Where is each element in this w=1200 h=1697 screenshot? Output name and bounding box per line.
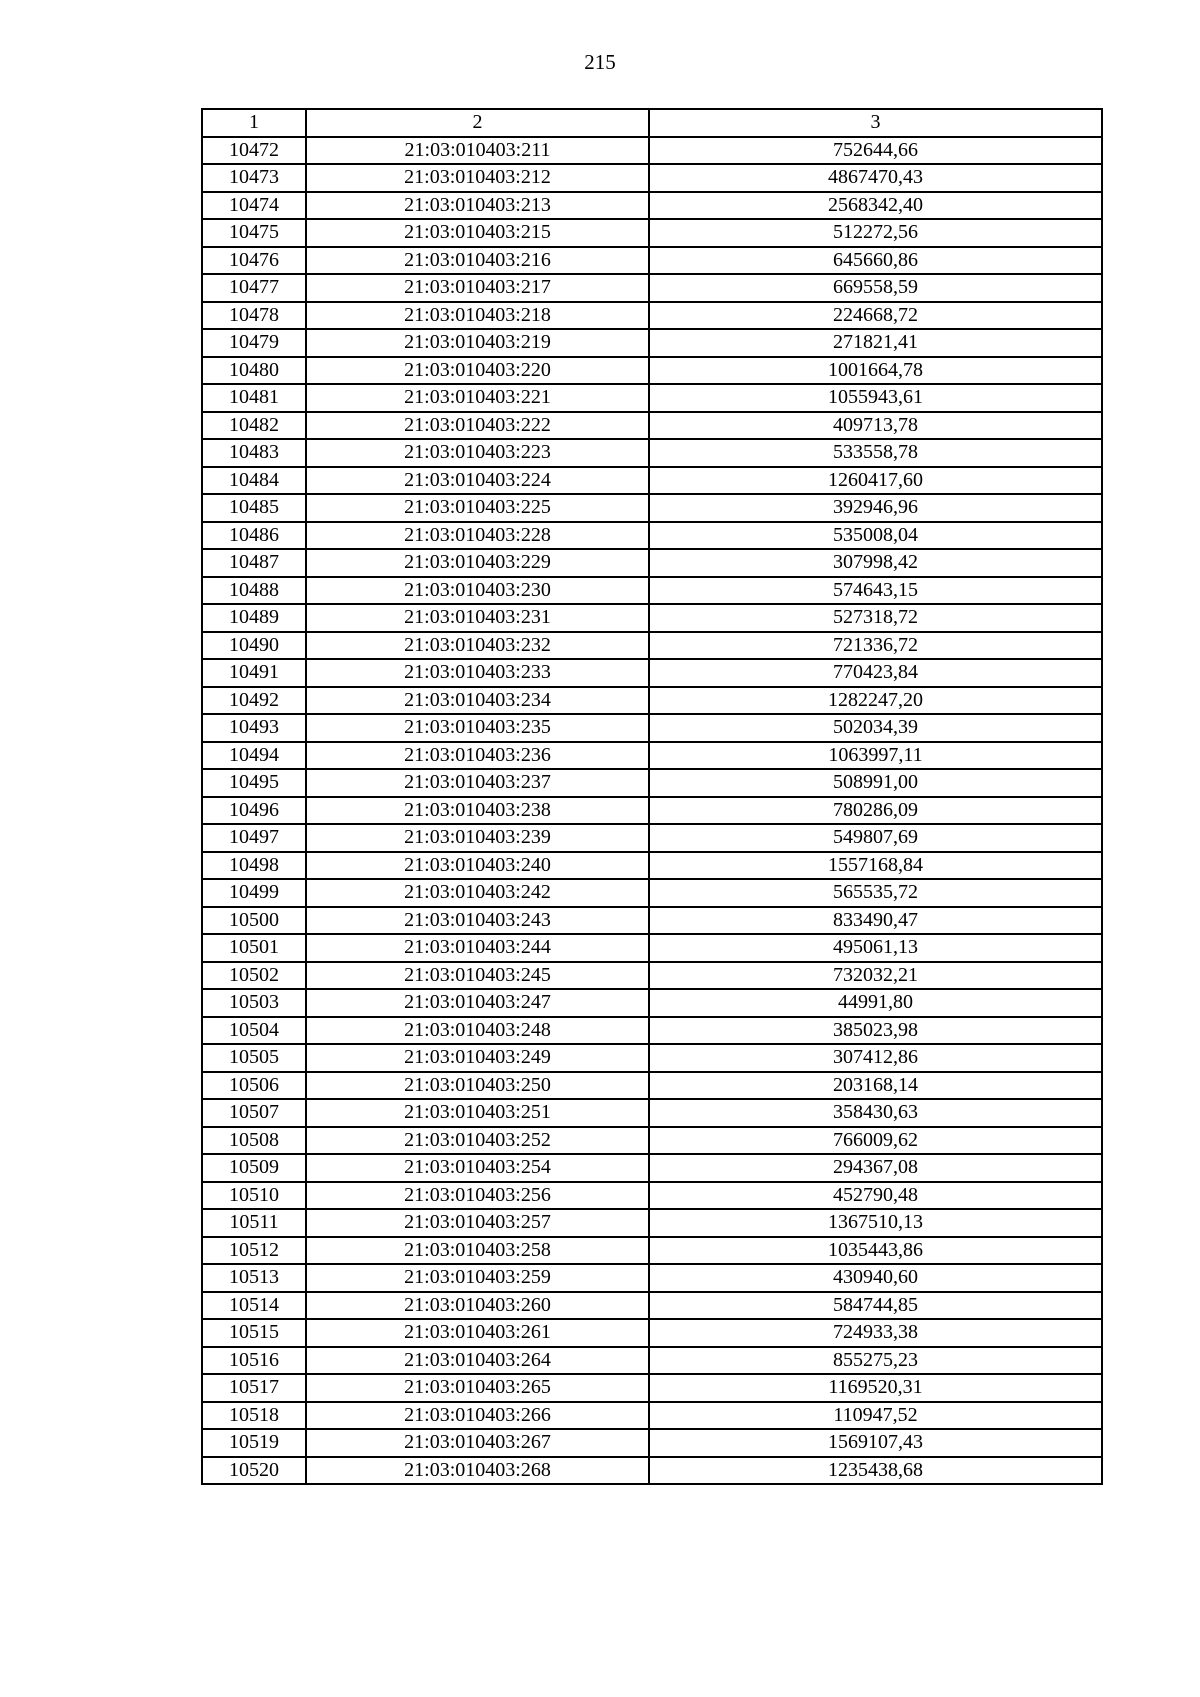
value-cell: 512272,56: [649, 219, 1102, 247]
table-row: [202, 1017, 1102, 1045]
value-cell: 855275,23: [649, 1347, 1102, 1375]
row-number-cell: 10477: [202, 274, 306, 302]
cadastral-number-cell: 21:03:010403:254: [306, 1154, 649, 1182]
table-row: [202, 412, 1102, 440]
value-cell: 1035443,86: [649, 1237, 1102, 1265]
row-number-cell: 10503: [202, 989, 306, 1017]
table-row: [202, 769, 1102, 797]
row-number-cell: 10508: [202, 1127, 306, 1155]
table-row: [202, 1182, 1102, 1210]
row-number-cell: 10475: [202, 219, 306, 247]
table-row: [202, 1402, 1102, 1430]
row-number-cell: 10488: [202, 577, 306, 605]
value-cell: 307412,86: [649, 1044, 1102, 1072]
row-number-cell: 10481: [202, 384, 306, 412]
value-cell: 565535,72: [649, 879, 1102, 907]
cadastral-number-cell: 21:03:010403:213: [306, 192, 649, 220]
cadastral-number-cell: 21:03:010403:244: [306, 934, 649, 962]
table-row: [202, 577, 1102, 605]
value-cell: 508991,00: [649, 769, 1102, 797]
cadastral-number-cell: 21:03:010403:250: [306, 1072, 649, 1100]
value-cell: 452790,48: [649, 1182, 1102, 1210]
cadastral-number-cell: 21:03:010403:266: [306, 1402, 649, 1430]
value-cell: 1367510,13: [649, 1209, 1102, 1237]
table-row: [202, 989, 1102, 1017]
value-cell: 527318,72: [649, 604, 1102, 632]
table-row: [202, 1264, 1102, 1292]
cadastral-number-cell: 21:03:010403:225: [306, 494, 649, 522]
row-number-cell: 10489: [202, 604, 306, 632]
value-cell: 1055943,61: [649, 384, 1102, 412]
table-row: [202, 1347, 1102, 1375]
column-header-3: 3: [649, 109, 1102, 137]
table-row: [202, 1457, 1102, 1485]
table-row: [202, 1072, 1102, 1100]
cadastral-number-cell: 21:03:010403:249: [306, 1044, 649, 1072]
value-cell: 645660,86: [649, 247, 1102, 275]
table-row: [202, 1237, 1102, 1265]
table-row: [202, 522, 1102, 550]
table-row: [202, 302, 1102, 330]
row-number-cell: 10485: [202, 494, 306, 522]
row-number-cell: 10476: [202, 247, 306, 275]
row-number-cell: 10483: [202, 439, 306, 467]
value-cell: 1282247,20: [649, 687, 1102, 715]
table-row: [202, 1154, 1102, 1182]
value-cell: 1569107,43: [649, 1429, 1102, 1457]
table-row: [202, 384, 1102, 412]
cadastral-number-cell: 21:03:010403:228: [306, 522, 649, 550]
value-cell: 1260417,60: [649, 467, 1102, 495]
row-number-cell: 10512: [202, 1237, 306, 1265]
table-row: [202, 1319, 1102, 1347]
value-cell: 533558,78: [649, 439, 1102, 467]
table-row: [202, 934, 1102, 962]
row-number-cell: 10490: [202, 632, 306, 660]
table-row: [202, 852, 1102, 880]
cadastral-number-cell: 21:03:010403:233: [306, 659, 649, 687]
value-cell: 2568342,40: [649, 192, 1102, 220]
cadastral-number-cell: 21:03:010403:256: [306, 1182, 649, 1210]
value-cell: 502034,39: [649, 714, 1102, 742]
row-number-cell: 10473: [202, 164, 306, 192]
row-number-cell: 10514: [202, 1292, 306, 1320]
table-row: [202, 962, 1102, 990]
value-cell: 584744,85: [649, 1292, 1102, 1320]
table-row: [202, 137, 1102, 165]
cadastral-number-cell: 21:03:010403:212: [306, 164, 649, 192]
row-number-cell: 10479: [202, 329, 306, 357]
cadastral-number-cell: 21:03:010403:252: [306, 1127, 649, 1155]
table-row: [202, 1292, 1102, 1320]
column-header-1: 1: [202, 109, 306, 137]
row-number-cell: 10513: [202, 1264, 306, 1292]
row-number-cell: 10499: [202, 879, 306, 907]
row-number-cell: 10501: [202, 934, 306, 962]
table-row: [202, 549, 1102, 577]
cadastral-number-cell: 21:03:010403:245: [306, 962, 649, 990]
value-cell: 307998,42: [649, 549, 1102, 577]
row-number-cell: 10515: [202, 1319, 306, 1347]
cadastral-number-cell: 21:03:010403:224: [306, 467, 649, 495]
row-number-cell: 10516: [202, 1347, 306, 1375]
value-cell: 4867470,43: [649, 164, 1102, 192]
table-row: [202, 357, 1102, 385]
table-row: [202, 659, 1102, 687]
row-number-cell: 10519: [202, 1429, 306, 1457]
cadastral-number-cell: 21:03:010403:268: [306, 1457, 649, 1485]
row-number-cell: 10520: [202, 1457, 306, 1485]
cadastral-number-cell: 21:03:010403:248: [306, 1017, 649, 1045]
row-number-cell: 10493: [202, 714, 306, 742]
value-cell: 358430,63: [649, 1099, 1102, 1127]
cadastral-number-cell: 21:03:010403:258: [306, 1237, 649, 1265]
cadastral-number-cell: 21:03:010403:222: [306, 412, 649, 440]
value-cell: 669558,59: [649, 274, 1102, 302]
value-cell: 271821,41: [649, 329, 1102, 357]
table-row: [202, 219, 1102, 247]
row-number-cell: 10504: [202, 1017, 306, 1045]
value-cell: 495061,13: [649, 934, 1102, 962]
data-table: [201, 108, 1103, 1485]
table-row: [202, 274, 1102, 302]
cadastral-number-cell: 21:03:010403:221: [306, 384, 649, 412]
row-number-cell: 10494: [202, 742, 306, 770]
cadastral-number-cell: 21:03:010403:242: [306, 879, 649, 907]
row-number-cell: 10509: [202, 1154, 306, 1182]
row-number-cell: 10492: [202, 687, 306, 715]
row-number-cell: 10517: [202, 1374, 306, 1402]
cadastral-number-cell: 21:03:010403:220: [306, 357, 649, 385]
value-cell: 780286,09: [649, 797, 1102, 825]
cadastral-number-cell: 21:03:010403:239: [306, 824, 649, 852]
row-number-cell: 10491: [202, 659, 306, 687]
table-row: [202, 1374, 1102, 1402]
cadastral-number-cell: 21:03:010403:217: [306, 274, 649, 302]
row-number-cell: 10480: [202, 357, 306, 385]
table-row: [202, 604, 1102, 632]
cadastral-number-cell: 21:03:010403:257: [306, 1209, 649, 1237]
value-cell: 392946,96: [649, 494, 1102, 522]
value-cell: 294367,08: [649, 1154, 1102, 1182]
table-header-row: [202, 109, 1102, 137]
cadastral-number-cell: 21:03:010403:240: [306, 852, 649, 880]
cadastral-number-cell: 21:03:010403:261: [306, 1319, 649, 1347]
cadastral-number-cell: 21:03:010403:216: [306, 247, 649, 275]
value-cell: 1063997,11: [649, 742, 1102, 770]
cadastral-number-cell: 21:03:010403:235: [306, 714, 649, 742]
cadastral-number-cell: 21:03:010403:218: [306, 302, 649, 330]
row-number-cell: 10496: [202, 797, 306, 825]
cadastral-number-cell: 21:03:010403:265: [306, 1374, 649, 1402]
row-number-cell: 10486: [202, 522, 306, 550]
row-number-cell: 10478: [202, 302, 306, 330]
cadastral-number-cell: 21:03:010403:234: [306, 687, 649, 715]
value-cell: 721336,72: [649, 632, 1102, 660]
cadastral-number-cell: 21:03:010403:236: [306, 742, 649, 770]
table-row: [202, 467, 1102, 495]
cadastral-number-cell: 21:03:010403:231: [306, 604, 649, 632]
cadastral-number-cell: 21:03:010403:219: [306, 329, 649, 357]
cadastral-number-cell: 21:03:010403:211: [306, 137, 649, 165]
row-number-cell: 10505: [202, 1044, 306, 1072]
table-row: [202, 1209, 1102, 1237]
value-cell: 549807,69: [649, 824, 1102, 852]
cadastral-number-cell: 21:03:010403:264: [306, 1347, 649, 1375]
row-number-cell: 10484: [202, 467, 306, 495]
cadastral-number-cell: 21:03:010403:229: [306, 549, 649, 577]
cadastral-number-cell: 21:03:010403:237: [306, 769, 649, 797]
row-number-cell: 10495: [202, 769, 306, 797]
cadastral-number-cell: 21:03:010403:238: [306, 797, 649, 825]
row-number-cell: 10510: [202, 1182, 306, 1210]
cadastral-number-cell: 21:03:010403:230: [306, 577, 649, 605]
value-cell: 44991,80: [649, 989, 1102, 1017]
row-number-cell: 10506: [202, 1072, 306, 1100]
value-cell: 770423,84: [649, 659, 1102, 687]
row-number-cell: 10507: [202, 1099, 306, 1127]
cadastral-number-cell: 21:03:010403:215: [306, 219, 649, 247]
value-cell: 1169520,31: [649, 1374, 1102, 1402]
table-row: [202, 879, 1102, 907]
value-cell: 833490,47: [649, 907, 1102, 935]
table-row: [202, 192, 1102, 220]
table-row: [202, 329, 1102, 357]
table-row: [202, 714, 1102, 742]
cadastral-number-cell: 21:03:010403:259: [306, 1264, 649, 1292]
table-row: [202, 824, 1102, 852]
table-row: [202, 1127, 1102, 1155]
row-number-cell: 10502: [202, 962, 306, 990]
value-cell: 385023,98: [649, 1017, 1102, 1045]
row-number-cell: 10518: [202, 1402, 306, 1430]
cadastral-number-cell: 21:03:010403:267: [306, 1429, 649, 1457]
row-number-cell: 10500: [202, 907, 306, 935]
table-body: [202, 137, 1102, 1485]
value-cell: 574643,15: [649, 577, 1102, 605]
value-cell: 224668,72: [649, 302, 1102, 330]
value-cell: 724933,38: [649, 1319, 1102, 1347]
value-cell: 1001664,78: [649, 357, 1102, 385]
row-number-cell: 10482: [202, 412, 306, 440]
table-row: [202, 494, 1102, 522]
cadastral-number-cell: 21:03:010403:243: [306, 907, 649, 935]
table-row: [202, 164, 1102, 192]
table-row: [202, 1044, 1102, 1072]
row-number-cell: 10472: [202, 137, 306, 165]
cadastral-number-cell: 21:03:010403:251: [306, 1099, 649, 1127]
value-cell: 409713,78: [649, 412, 1102, 440]
value-cell: 430940,60: [649, 1264, 1102, 1292]
value-cell: 732032,21: [649, 962, 1102, 990]
table-row: [202, 742, 1102, 770]
value-cell: 1557168,84: [649, 852, 1102, 880]
value-cell: 752644,66: [649, 137, 1102, 165]
table-row: [202, 907, 1102, 935]
cadastral-number-cell: 21:03:010403:232: [306, 632, 649, 660]
table-row: [202, 247, 1102, 275]
cadastral-number-cell: 21:03:010403:223: [306, 439, 649, 467]
value-cell: 110947,52: [649, 1402, 1102, 1430]
cadastral-number-cell: 21:03:010403:260: [306, 1292, 649, 1320]
row-number-cell: 10474: [202, 192, 306, 220]
value-cell: 766009,62: [649, 1127, 1102, 1155]
table-row: [202, 439, 1102, 467]
table-row: [202, 1429, 1102, 1457]
value-cell: 535008,04: [649, 522, 1102, 550]
row-number-cell: 10497: [202, 824, 306, 852]
table-row: [202, 797, 1102, 825]
table-row: [202, 1099, 1102, 1127]
page-number: 215: [584, 50, 616, 74]
table-row: [202, 632, 1102, 660]
value-cell: 1235438,68: [649, 1457, 1102, 1485]
cadastral-number-cell: 21:03:010403:247: [306, 989, 649, 1017]
row-number-cell: 10498: [202, 852, 306, 880]
row-number-cell: 10511: [202, 1209, 306, 1237]
value-cell: 203168,14: [649, 1072, 1102, 1100]
column-header-2: 2: [306, 109, 649, 137]
table-row: [202, 687, 1102, 715]
row-number-cell: 10487: [202, 549, 306, 577]
